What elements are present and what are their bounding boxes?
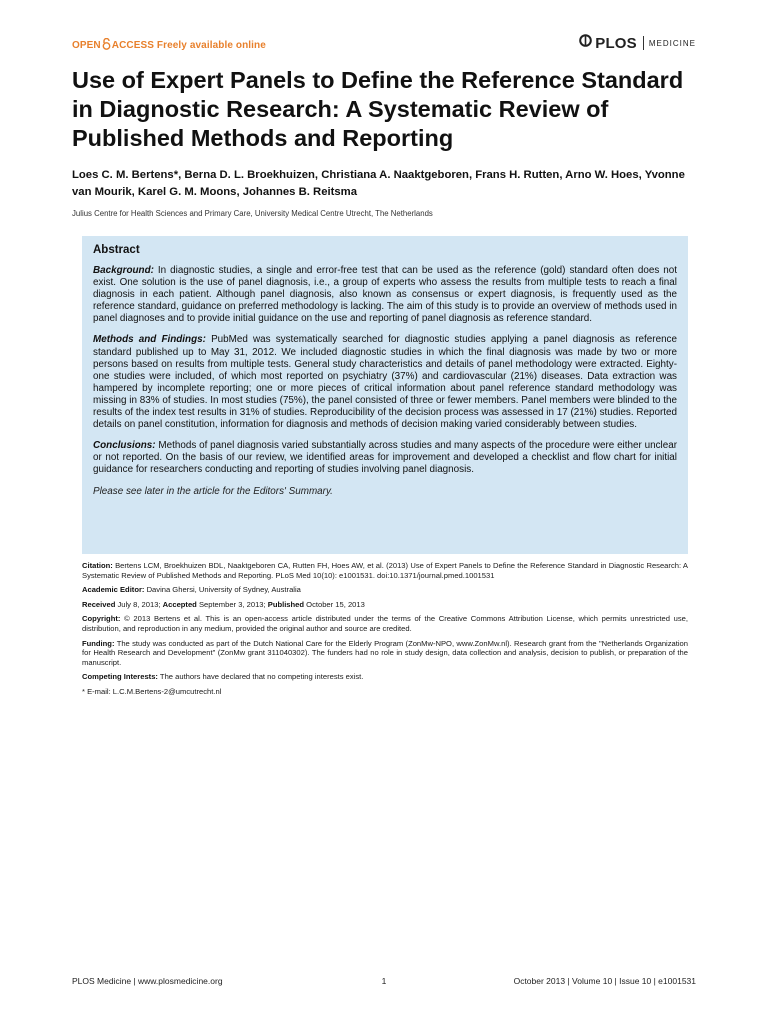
open-access-banner xyxy=(72,38,266,53)
competing-label: Competing Interests: xyxy=(82,672,158,682)
article-metadata xyxy=(82,561,688,702)
competing-interests xyxy=(82,672,688,682)
methods-label: Methods and Findings: xyxy=(93,334,206,346)
journal-header xyxy=(72,34,696,54)
corresponding-email: * E-mail: L.C.M.Bertens-2@umcutrecht.nl xyxy=(82,686,222,696)
plos-logo-icon xyxy=(579,34,592,52)
copyright-text: © 2013 Bertens et al. This is an open-access article distributed under the terms of the Creative Commons Attribution License, which permits unrestricted use, distribution, and reproduction in any medium, provided the original author and source are credited. xyxy=(82,614,688,633)
footer-issue: October 2013 | Volume 10 | Issue 10 | e1001531 xyxy=(513,976,696,986)
plos-medicine-logo xyxy=(579,34,696,52)
academic-editor xyxy=(82,585,688,595)
copyright-label: Copyright: xyxy=(82,614,121,624)
editors-summary-note: Please see later in the article for the Editors' Summary. xyxy=(93,485,333,497)
affiliation: Julius Centre for Health Sciences and Primary Care, University Medical Centre Utrecht, The Netherlands xyxy=(72,209,433,218)
open-lock-icon xyxy=(102,38,111,53)
abstract-heading: Abstract xyxy=(93,244,140,256)
funding xyxy=(82,639,688,668)
dates xyxy=(82,600,688,610)
article-title: Use of Expert Panels to Define the Reference Standard in Diagnostic Research: A Systematic Review of Published Methods and Reporting xyxy=(72,67,684,151)
citation-label: Citation: xyxy=(82,561,113,570)
published-label: Published xyxy=(267,599,305,609)
accepted-text: September 3, 2013; xyxy=(196,599,268,609)
conclusions-label: Conclusions: xyxy=(93,440,156,452)
published-text: October 15, 2013 xyxy=(304,599,365,609)
received-label: Received xyxy=(82,599,116,609)
open-access-open: OPEN xyxy=(72,40,101,51)
page-footer xyxy=(72,976,696,988)
received-text: July 8, 2013; xyxy=(115,599,163,609)
abstract-box xyxy=(82,236,688,554)
open-access-text: ACCESS Freely available online xyxy=(111,40,266,51)
funding-label: Funding: xyxy=(82,638,115,648)
author-list: Loes C. M. Bertens*, Berna D. L. Broekhuizen, Christiana A. Naaktgeboren, Frans H. Rutten, Arno W. Hoes, Yvonne van Mourik, Karel G. M. Moons, Johannes B. Reitsma xyxy=(72,169,685,198)
journal-name: MEDICINE xyxy=(648,38,696,48)
accepted-label: Accepted xyxy=(162,599,197,609)
plos-wordmark: PLOS xyxy=(595,34,637,52)
abstract-background xyxy=(93,265,677,325)
background-text: In diagnostic studies, a single and error-free test that can be used as the reference (gold) standard often does not exist. One solution is the use of panel diagnosis, i.e., a group of experts who assess the results from multiple tests to reach a final diagnosis in each patient. Although panel diagnosis, also known as consensus or expert diagnosis, is frequently used as the reference standard, guidance on preferred methodology is lacking. The aim of this study is to provide an overview of methods used in panel diagnoses and to provide initial guidance on the use and reporting of panel diagnosis as reference standard. xyxy=(93,265,677,325)
abstract-methods xyxy=(93,334,677,431)
citation xyxy=(82,561,688,580)
footer-journal: PLOS Medicine | www.plosmedicine.org xyxy=(72,976,223,986)
page-number: 1 xyxy=(381,976,387,986)
logo-divider xyxy=(643,36,644,50)
conclusions-text: Methods of panel diagnosis varied substantially across studies and many aspects of the procedure were either unclear or not reported. On the basis of our review, we identified areas for improvement and developed a checklist and flow chart for initial guidance for researchers conducting and reporting of studies involving panel diagnosis. xyxy=(93,440,677,476)
competing-text: The authors have declared that no competing interests exist. xyxy=(157,672,364,682)
methods-text: PubMed was systematically searched for diagnostic studies applying a panel diagnosis as reference standard published up to May 31, 2012. We included diagnostic studies in which the final diagnosis was made by two or more persons based on results from multiple tests. General study characteristics and details of panel methodology were extracted. Eighty-one studies were included, of which most reported on psychiatry (37%) and cardiovascular (21%) diseases. Data extraction was hampered by incomplete reporting; one or more pieces of critical information about panel reference standard methodology was missing in 83% of studies. In most studies (75%), the panel consisted of three or fewer members. Panel members were blinded to the results of the index test results in 31% of studies. Reproducibility of the decision process was assessed in 17 (21%) studies. Reported details on panel constitution, information for diagnosis and methods of decision making varied considerably between studies. xyxy=(93,334,677,431)
abstract-conclusions xyxy=(93,440,677,476)
editor-text: Davina Ghersi, University of Sydney, Australia xyxy=(144,585,301,595)
copyright xyxy=(82,614,688,633)
editor-label: Academic Editor: xyxy=(82,585,145,595)
citation-text: Bertens LCM, Broekhuizen BDL, Naaktgeboren CA, Rutten FH, Hoes AW, et al. (2013) Use of Expert Panels to Define the Reference Standard in Diagnostic Research: A Systematic Review of Published Methods and Reporting. PLoS Med 10(10): e1001531. doi:10.1371/journal.pmed.1001531 xyxy=(82,561,688,580)
funding-text: The study was conducted as part of the Dutch National Care for the Elderly Program (ZonMw-NPO, www.ZonMw.nl). Research grant from the "Netherlands Organization for Health Research and Development" (ZonMw grant 311040302). The funders had no role in study design, data collection and analysis, decision to publish, or preparation of the manuscript. xyxy=(82,638,688,667)
background-label: Background: xyxy=(93,265,154,276)
